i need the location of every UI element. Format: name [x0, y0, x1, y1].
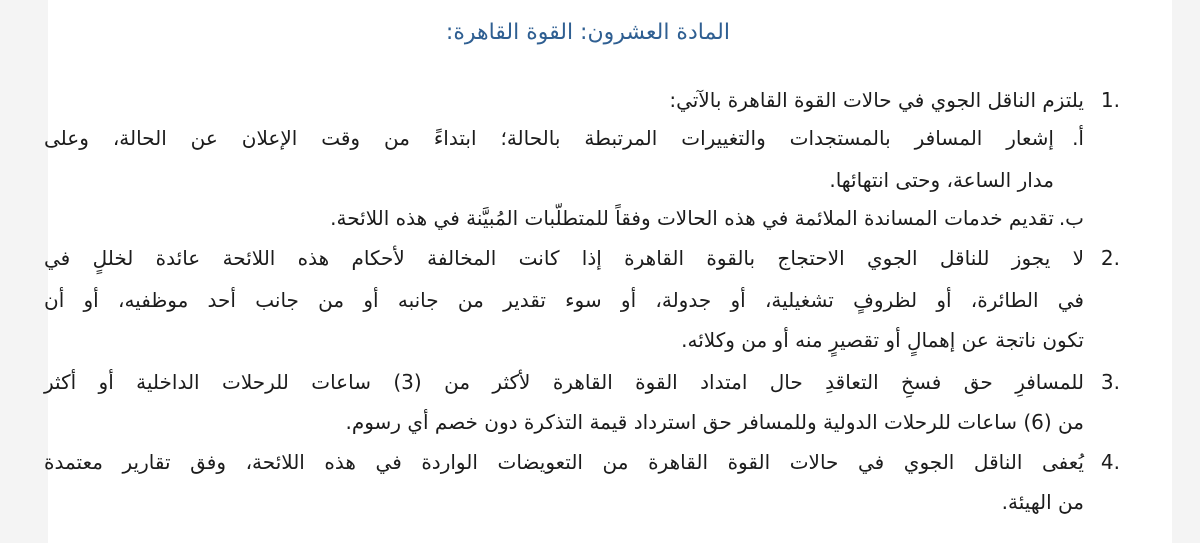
- article-title: المادة العشرون: القوة القاهرة:: [445, 20, 730, 45]
- item-3-number: 3.: [1100, 370, 1120, 394]
- item-4-number: 4.: [1100, 450, 1120, 474]
- item-4-line-1: يُعفى الناقل الجوي في حالات القوة القاهرة من التعويضات الواردة في هذه اللائحة، وفق تقارير معتمدة: [44, 450, 1084, 474]
- subitem-a-line-1: إشعار المسافر بالمستجدات والتغييرات المرتبطة بالحالة؛ ابتداءً من وقت الإعلان عن الحالة، وعلى: [44, 126, 1054, 150]
- item-4-line-2: من الهيئة.: [1001, 490, 1084, 514]
- item-2-line-2: في الطائرة، أو لظروفٍ تشغيلية، أو جدولة، أو سوء تقدير من جانبه أو من جانب أحد موظفيه، أو أن: [44, 288, 1084, 312]
- subitem-a-marker: أ.: [1072, 126, 1084, 150]
- item-1-number: 1.: [1100, 88, 1120, 112]
- item-1-line-1: يلتزم الناقل الجوي في حالات القوة القاهرة بالآتي:: [669, 88, 1084, 112]
- subitem-b-marker: ب.: [1058, 206, 1084, 230]
- item-2-line-3: تكون ناتجة عن إهمالٍ أو تقصيرٍ منه أو من وكلائه.: [681, 328, 1084, 352]
- item-2-line-1: لا يجوز للناقل الجوي الاحتجاج بالقوة القاهرة إذا كانت المخالفة لأحكام هذه اللائحة عائدة لخللٍ في: [44, 246, 1084, 270]
- item-3-line-2: من (6) ساعات للرحلات الدولية وللمسافر حق استرداد قيمة التذكرة دون خصم أي رسوم.: [345, 410, 1084, 434]
- subitem-a-line-2: مدار الساعة، وحتى انتهائها.: [829, 168, 1054, 192]
- document-page: [44, 0, 1172, 543]
- right-margin: [1172, 0, 1200, 543]
- subitem-b-line-1: تقديم خدمات المساندة الملائمة في هذه الحالات وفقاً للمتطلّبات المُبيَّنة في هذه اللائحة.: [330, 206, 1054, 230]
- item-2-number: 2.: [1100, 246, 1120, 270]
- left-margin: [0, 0, 48, 543]
- item-3-line-1: للمسافرِ حق فسخِ التعاقدِ حال امتداد القوة القاهرة لأكثر من (3) ساعات للرحلات الداخلية أو أكثر: [44, 370, 1084, 394]
